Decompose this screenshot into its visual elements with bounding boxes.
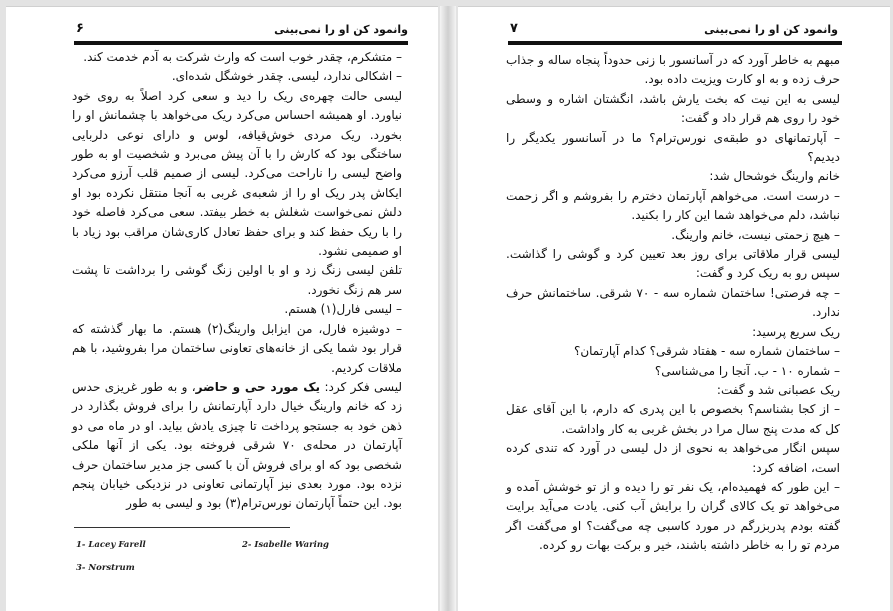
right-header-rule [508, 41, 842, 45]
right-page-header [510, 21, 838, 41]
footnote-1: 1- Lacey Farell [76, 540, 146, 550]
paragraph: – شماره ۱۰ - ب. آنجا را می‌شناسی؟ [654, 363, 840, 378]
paragraph: سپس انگار می‌خواهد به نحوی از دل لیسی در آورد که تندی کرده است، اضافه کرد: [506, 441, 840, 475]
footnote-3: 3- Norstrum [76, 563, 135, 573]
paragraph: – ساختمان شماره سه - هفتاد شرقی؟ کدام آپارتمان؟ [573, 344, 840, 359]
paragraph: تلفن لیسی زنگ زد و او با اولین زنگ گوشی را برداشت تا پشت سر هم زنگ نخورد. [72, 263, 402, 297]
left-page-header [76, 21, 408, 41]
paragraph: – از کجا بشناسم؟ بخصوص با این پدری که دارم، با این آقای عقل کل که مدت پنج سال مرا در بخش غربی به کار واداشت. [506, 402, 840, 436]
right-page-number: ۷ [510, 21, 518, 36]
left-page-number: ۶ [76, 21, 84, 36]
paragraph: – اشکالی ندارد، لیسی. چقدر خوشگل شده‌ای. [171, 69, 402, 84]
paragraph: – هیچ زحمتی نیست، خانم وارینگ. [671, 227, 840, 242]
left-page [6, 6, 438, 611]
left-body-text [72, 48, 402, 514]
paragraph: – این طور که فهمیده‌ام، یک نفر تو را دیده و از تو خوشش آمده و می‌خواهد تو یک کالای گران را برایش آب کنی. یادت می‌آید برایت گفته بودم پدربزرگم در مورد کاسبی چه می‌گفت؟ او می‌گفت اگر مردم تو را به خاطر داشته باشند، خیر و برکت بهات رو کرده. [506, 479, 840, 553]
paragraph: – آپارتمانهای دو طبقه‌ی نورس‌ترام؟ ما در آسانسور یکدیگر را دیدیم؟ [506, 130, 840, 165]
right-header-title: وانمود کن او را نمی‌بینی [704, 23, 838, 36]
paragraph: – متشکرم، چقدر خوب است که وارث شرکت به آدم خدمت کند. [83, 50, 402, 64]
footnote-2: 2- Isabelle Waring [242, 540, 329, 550]
paragraph: لیسی حالت چهره‌ی ریک را دید و سعی کرد اصلاً به روی خود نیاورد. او همیشه احساس می‌کرد ریک می‌خواهد با چشمانش او را بخورد. ریک مردی خوش‌قیافه، لوس و دارای نوعی دلربایی ساختگی بود که کارش را با آن پیش می‌برد و شخصیت او به طور واضح لیسی را ناراحت می‌کرد. لیسی از صمیم قلب آرزو می‌کرد ایکاش پدر ریک او را از شعبه‌ی غربی به آنجا منتقل نکرده بود او دلش نمی‌خواست شغلش به خطر بیفتد. سعی می‌کرد فاصله خود را با ریک حفظ کند و برای حفظ تعادل کاری‌شان مراقب بود زیاد با او صمیمی نشود. [72, 88, 402, 259]
paragraph: مبهم به خاطر آورد که در آسانسور با زنی حدوداً پنجاه ساله و جذاب حرف زده و به او کارت ویزیت داده بود. [506, 53, 840, 87]
paragraph: خانم وارینگ خوشحال شد: [709, 169, 840, 184]
paragraph: – چه فرصتی! ساختمان شماره سه - ۷۰ شرقی. ساختمانش حرف ندارد. [506, 285, 840, 320]
footnotes [76, 540, 396, 590]
paragraph: – دوشیزه فارل، من ایزابل وارینگ(۲) هستم. ما بهار گذشته که قرار بود شما یکی از خانه‌های تعاونی ساختمان مرا بفروشید، با هم ملاقات کردیم. [72, 321, 402, 375]
paragraph: – لیسی فارل(۱) هستم. [284, 302, 402, 317]
paragraph: لیسی قرار ملاقاتی برای روز بعد تعیین کرد و گوشی را گذاشت. سپس رو به ریک کرد و گفت: [506, 247, 840, 281]
paragraph: ریک سریع پرسید: [752, 324, 840, 339]
right-page [458, 6, 890, 611]
paragraph: لیسی به این نیت که بخت یارش باشد، انگشتان اشاره و وسطی خود را روی هم قرار داد و گفت: [506, 91, 840, 126]
paragraph: – درست است. می‌خواهم آپارتمان دخترم را بفروشم و اگر زحمت نباشد، دلم می‌خواهد شما این کار را بکنید. [506, 188, 840, 223]
paragraph: ریک عصبانی شد و گفت: [716, 382, 840, 397]
left-header-rule [74, 41, 408, 45]
book-spine [440, 6, 456, 611]
bold-phrase: یک مورد حی و حاضر [195, 379, 321, 394]
left-header-title: وانمود کن او را نمی‌بینی [274, 23, 408, 36]
paragraph-with-bold: لیسی فکر کرد: یک مورد حی و حاضر، و به طور غریزی حدس زد که خانم وارینگ خیال دارد آپارتمانش را برای فروش بگذارد در ذهن خود به جستجو پرداخت تا چیزی یادش بیاید. او در ماه می دو آپارتمان در محله‌ی ۷۰ شرقی فروخته بود. یکی از آنها ملکی شخصی بود که او برای فروش آن با کسی جز مدیر ساختمان حرف نزده بود. مورد بعدی نیز آپارتمانی تعاونی در نزدیکی خیابان پنجم بود. این حتماً آپارتمان نورس‌ترام(۳) بود و لیسی به طور [72, 379, 402, 511]
footnote-rule [74, 527, 290, 528]
right-body-text [506, 51, 840, 556]
